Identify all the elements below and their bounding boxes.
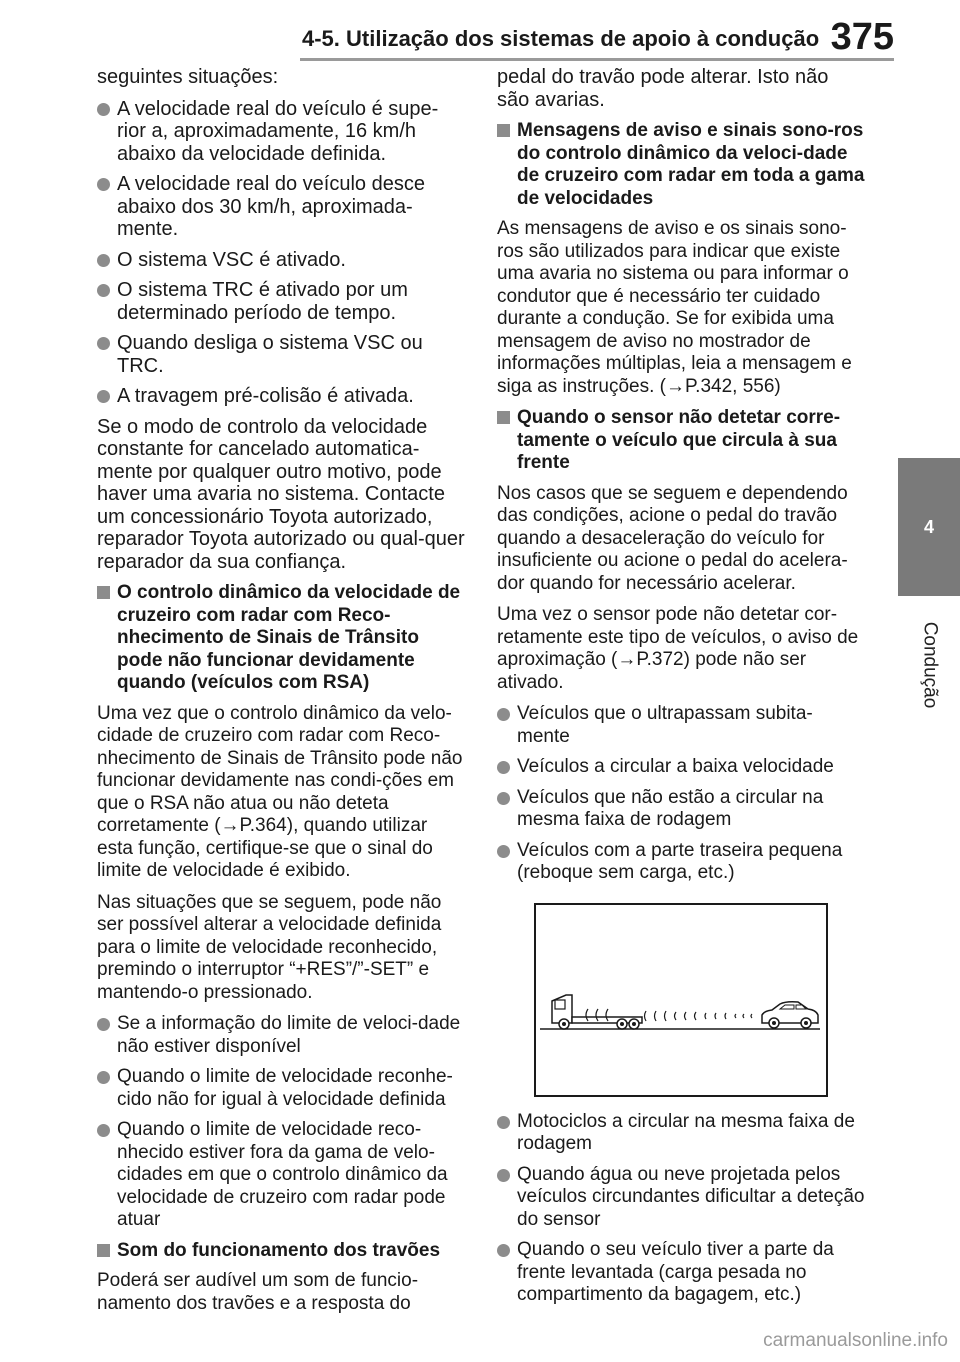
bullet-dot-icon xyxy=(497,1116,510,1129)
list-item: Se a informação do limite de veloci-dade não estiver disponível xyxy=(97,1013,467,1058)
paragraph: Uma vez o sensor pode não detetar cor-retamente este tipo de veículos, o aviso de aproximação (→P.372) pode não ser ativado. xyxy=(497,604,859,693)
list-item: Veículos que não estão a circular na mesma faixa de rodagem xyxy=(497,787,865,832)
list-item: A travagem pré-colisão é ativada. xyxy=(97,385,467,408)
page-header xyxy=(0,0,960,70)
list-item: Quando o limite de velocidade reco-nhecido estiver fora da gama de velo-cidades em que o controlo dinâmico da velocidade de cruzeiro com radar pode atuar xyxy=(97,1119,467,1232)
heading-square-icon xyxy=(97,586,110,599)
watermark: carmanualsonline.info xyxy=(763,1330,948,1351)
list-item: O sistema TRC é ativado por um determinado período de tempo. xyxy=(97,279,467,324)
list-item: Veículos que o ultrapassam subita-mente xyxy=(497,703,865,748)
section-heading: Quando o sensor não detetar corre-tamente o veículo que circula à sua frente xyxy=(497,407,865,475)
bullet-dot-icon xyxy=(97,390,110,403)
paragraph: Uma vez que o controlo dinâmico da velo-cidade de cruzeiro com radar com Reco-nhecimento de Sinais de Trânsito pode não funcionar devidamente nas condi-ções em que o RSA não atua ou não deteta corretamente (→P.364), quando utilizar esta função, certifique-se que o sinal do limite de velocidade é exibido. xyxy=(97,702,463,881)
section-heading: Som do funcionamento dos travões xyxy=(97,1240,467,1263)
list-item: A velocidade real do veículo é supe-rior a, aproximadamente, 16 km/h abaixo da velocidade definida. xyxy=(97,98,467,166)
header-divider xyxy=(300,58,894,61)
list-item: Motociclos a circular na mesma faixa de rodagem xyxy=(497,1111,865,1156)
chapter-tab xyxy=(898,458,960,596)
list-item: Quando o seu veículo tiver a parte da frente levantada (carga pesada no compartimento da bagagem, etc.) xyxy=(497,1239,865,1307)
bullet-dot-icon xyxy=(497,1244,510,1257)
bullet-dot-icon xyxy=(97,103,110,116)
bullet-dot-icon xyxy=(497,708,510,721)
right-column xyxy=(497,66,865,1315)
bullet-dot-icon xyxy=(497,1169,510,1182)
list-item: Quando o limite de velocidade reconhe-cido não for igual à velocidade definida xyxy=(97,1066,467,1111)
bullet-dot-icon xyxy=(97,337,110,350)
list-item: Veículos a circular a baixa velocidade xyxy=(497,756,865,779)
intro-text: seguintes situações: xyxy=(97,66,279,88)
bullet-dot-icon xyxy=(97,284,110,297)
bullet-dot-icon xyxy=(497,845,510,858)
list-item: O sistema VSC é ativado. xyxy=(97,249,467,272)
bullet-dot-icon xyxy=(97,1018,110,1031)
heading-square-icon xyxy=(97,1244,110,1257)
heading-square-icon xyxy=(497,411,510,424)
section-heading: Mensagens de aviso e sinais sono-ros do controlo dinâmico da veloci-dade de cruzeiro com radar em toda a gama de velocidades xyxy=(497,120,865,210)
paragraph: Poderá ser audível um som de funcio-namento dos travões e a resposta do xyxy=(97,1270,419,1314)
paragraph: Se o modo de controlo da velocidade constante for cancelado automatica-mente por qualquer outro motivo, pode haver uma avaria no sistema. Contacte um concessionário Toyota autorizado, reparador Toyota autorizado ou qual-quer reparador da sua confiança. xyxy=(97,415,465,573)
truck-radar-car-icon xyxy=(536,905,826,1095)
bullet-dot-icon xyxy=(497,792,510,805)
paragraph: Nas situações que se seguem, pode não ser possível alterar a velocidade definida para o limite de velocidade reconhecido, premindo o interruptor “+RES”/”-SET” e mantendo-o pressionado. xyxy=(97,891,442,1003)
list-item: Veículos com a parte traseira pequena (reboque sem carga, etc.) xyxy=(497,840,865,885)
paragraph: Nos casos que se seguem e dependendo das condições, acione o pedal do travão quando a desaceleração do veículo for insuficiente ou acione o pedal do acelera-dor quando for necessário acelerar. xyxy=(497,482,848,594)
bullet-dot-icon xyxy=(97,1124,110,1137)
list-item: Quando desliga o sistema VSC ou TRC. xyxy=(97,332,467,377)
paragraph: pedal do travão pode alterar. Isto não são avarias. xyxy=(497,66,829,111)
section-title: 4-5. Utilização dos sistemas de apoio à condução xyxy=(302,26,820,51)
list-item: A velocidade real do veículo desce abaixo dos 30 km/h, aproximada-mente. xyxy=(97,173,467,241)
paragraph: As mensagens de aviso e os sinais sono-ros são utilizados para indicar que existe uma avaria no sistema ou para informar o condutor que é necessário ter cuidado durante a condução. Se for exibida uma mensagem de aviso no mostrador de informações múltiplas, leia a mensagem e siga as instruções. (→P.342, 556) xyxy=(497,218,852,397)
list-item: Quando água ou neve projetada pelos veículos circundantes dificultar a deteção do sensor xyxy=(497,1164,865,1232)
section-heading: O controlo dinâmico da velocidade de cruzeiro com radar com Reco-nhecimento de Sinais de Trânsito pode não funcionar devidamente quando (veículos com RSA) xyxy=(97,582,467,695)
bullet-dot-icon xyxy=(97,178,110,191)
chapter-label: Condução xyxy=(919,621,940,709)
chapter-number: 4 xyxy=(923,516,934,537)
truck-trailer-illustration xyxy=(534,903,828,1097)
page-number: 375 xyxy=(830,16,894,58)
bullet-dot-icon xyxy=(97,254,110,267)
bullet-dot-icon xyxy=(97,1071,110,1084)
heading-square-icon xyxy=(497,124,510,137)
bullet-dot-icon xyxy=(497,761,510,774)
left-column xyxy=(97,66,467,1324)
